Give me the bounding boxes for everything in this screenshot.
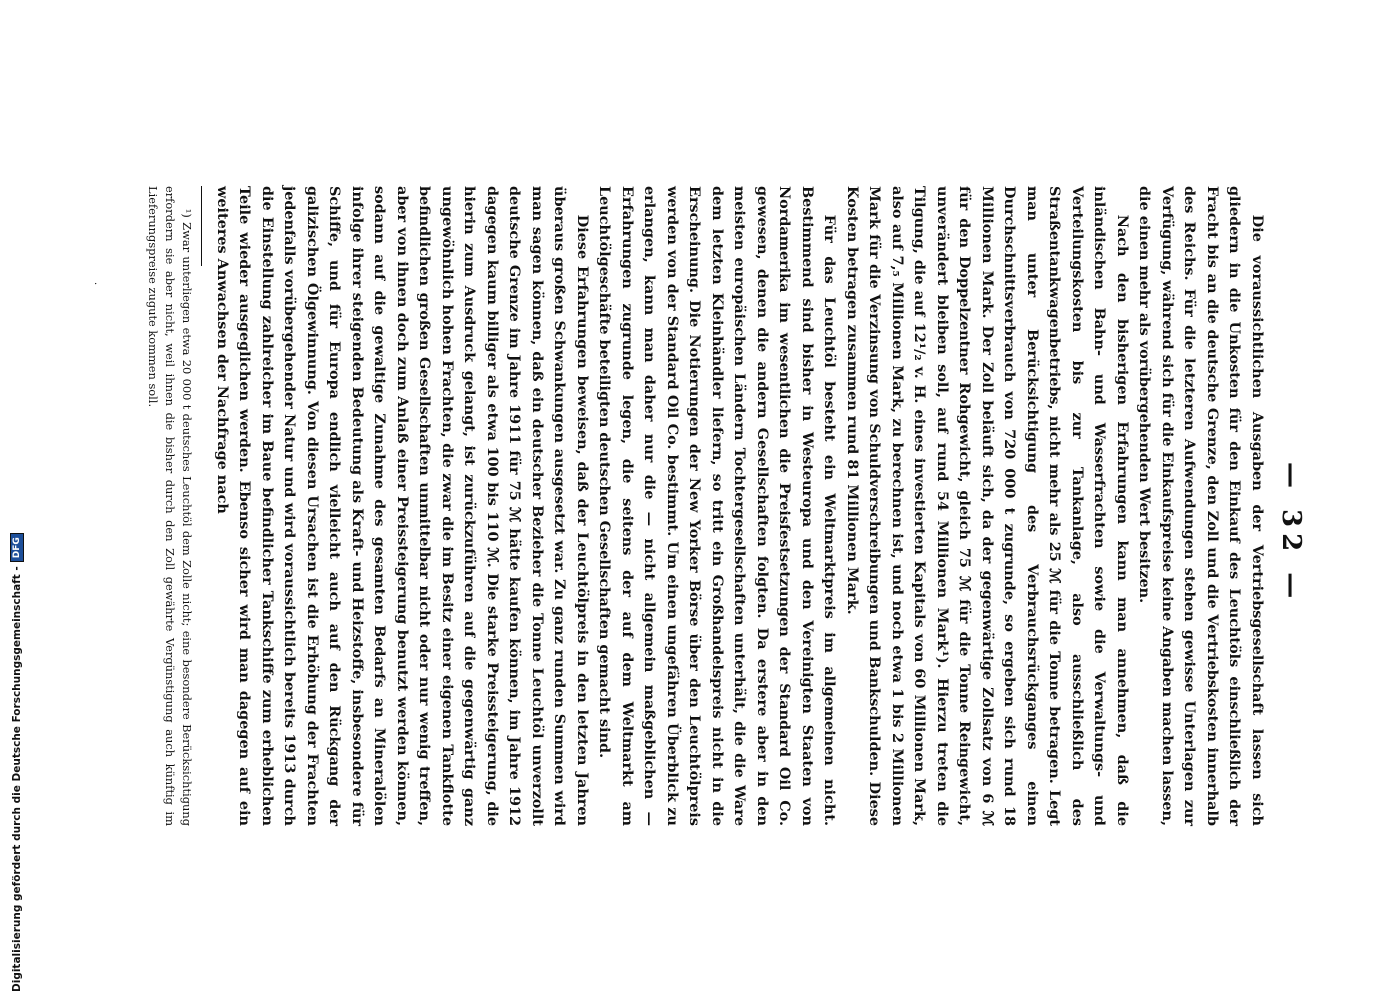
page-number: — 32 — xyxy=(1276,462,1306,605)
digitization-credit xyxy=(10,533,24,992)
dfg-logo-icon: DFG xyxy=(10,533,24,562)
paragraph-4: Diese Erfahrungen beweisen, daß der Leuchtölpreis in den letzten Jahren überaus großen Schwankungen ausgesetzt war. Zu ganz runden Summen wird man sagen können, daß ein deutscher Bezieher die Tonne Leuchtöl unverzollt deutsche Grenze im Jahre 1911 für 75 ℳ hätte kaufen können, im Jahre 1912 dagegen kaum billiger als etwa 100 bis 110 ℳ. Die starke Preissteigerung, die hierin zum Ausdruck gelangt, ist zurückzuführen auf die gegenwärtig ganz ungewöhnlich hohen Frachten, die zwar die im Besitz einer eigenen Tankflotte befindlichen großen Gesellschaften unmittelbar nicht oder nur wenig treffen, aber von ihnen doch zum Anlaß einer Preissteigerung benutzt werden können, sodann auf die gewaltige Zunahme des gesamten Bedarfs an Mineralölen infolge ihrer steigenden Bedeutung als Kraft- und Heizstoffe, insbesondere für Schiffe, und für Europa endlich vielleicht auch auf den Rückgang der galizischen Ölgewinnung. Von diesen Ursachen ist die Erhöhung der Frachten jedenfalls vorübergehender Natur und wird voraussichtlich bereits 1913 durch die Einstellung zahlreicher im Baue befindlicher Tankschiffe zum erheblichen Teile wieder ausgeglichen werden. Ebenso sicher wird man dagegen auf ein weiteres Anwachsen der Nachfrage nach xyxy=(214,186,591,826)
footnote: ¹) Zwar unterliegen etwa 20 000 t deutsches Leuchtöl dem Zolle nicht; eine besondere Berücksichtigung erfordern sie aber nicht, weil ihnen die bisher durch den Zoll gewährte Vergünstigung auch künftig im Lieferungspreise zugute kommen soll. xyxy=(146,186,195,826)
footnote-rule xyxy=(202,186,203,266)
paragraph-3: Für das Leuchtöl besteht ein Weltmarktpreis im allgemeinen nicht. Bestimmend sind bisher in Westeuropa und den Vereinigten Staaten von Nordamerika im wesentlichen die Preisfestsetzungen der Standard Oil Co. gewesen, denen die andern Gesellschaften folgten. Da erstere aber in den meisten europäischen Ländern Tochtergesellschaften unterhält, die die Ware dem letzten Kleinhändler liefern, so tritt ein Großhandelspreis nicht in die Erscheinung. Die Notierungen der New Yorker Börse über den Leuchtölpreis werden von der Standard Oil Co. bestimmt. Um einen ungefähren Überblick zu erlangen, kann man daher nur die — nicht allgemein maßgeblichen — Erfahrungen zugrunde legen, die seitens der auf dem Weltmarkt am Leuchtölgeschäfte beteiligten deutschen Gesellschaften gemacht sind. xyxy=(596,186,839,826)
paragraph-1: Die voraussichtlichen Ausgaben der Vertriebsgesellschaft lassen sich gliedern in die Unkosten für den Einkauf des Leuchtöls einschließlich der Fracht bis an die deutsche Grenze, den Zoll und die Vertriebskosten innerhalb des Reichs. Für die letzteren Aufwendungen stehen gewisse Unterlagen zur Verfügung, während sich für die Einkaufspreise keine Angaben machen lassen, die einen mehr als vorübergehenden Wert besitzen. xyxy=(1136,186,1266,826)
page-body xyxy=(145,186,1269,826)
credit-text: Digitalisierung gefördert durch die Deutsche Forschungsgemeinschaft - xyxy=(11,566,23,992)
paragraph-2: Nach den bisherigen Erfahrungen kann man annehmen, daß die inländischen Bahn- und Wasserfrachten sowie die Verwaltungs- und Verteilungskosten bis zur Tankanlage, also ausschließlich des Straßentankwagenbetriebs, nicht mehr als 25 ℳ für die Tonne betragen. Legt man unter Berücksichtigung des Verbrauchsrückganges einen Durchschnittsverbrauch von 720 000 t zugrunde, so ergeben sich rund 18 Millionen Mark. Der Zoll beläuft sich, da der gegenwärtige Zollsatz von 6 ℳ für den Doppelzentner Rohgewicht, gleich 75 ℳ für die Tonne Reingewicht, unverändert bleiben soll, auf rund 54 Millionen Mark¹). Hierzu treten die Tilgung, die auf 12¹/₂ v. H. eines investierten Kapitals von 60 Millionen Mark, also auf 7,₅ Millionen Mark, zu berechnen ist, und noch etwa 1 bis 2 Millionen Mark für die Verzinsung von Schuldverschreibungen und Bankschulden. Diese Kosten betragen zusammen rund 81 Millionen Mark. xyxy=(844,186,1131,826)
stray-mark: · xyxy=(89,282,100,286)
